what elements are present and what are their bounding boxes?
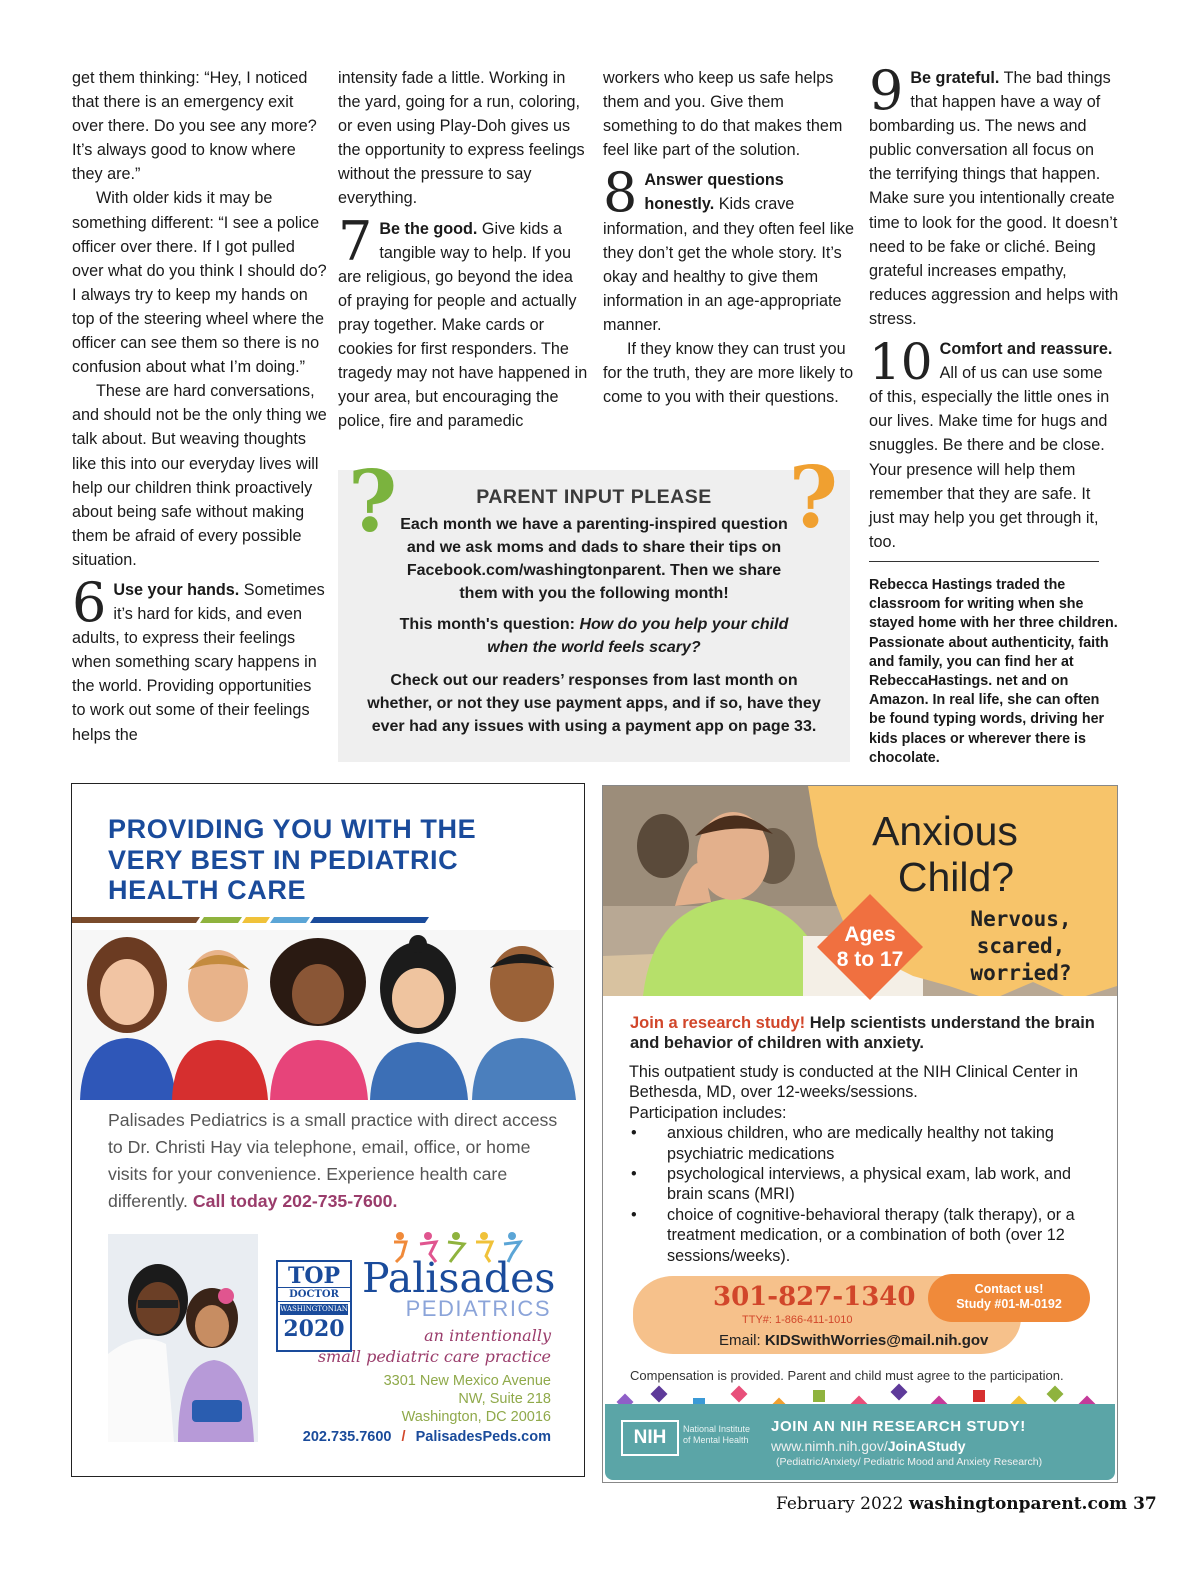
list-item: • choice of cognitive-behavioral therapy (talk therapy), or a treatment medication, or a combination of both (over 12 sessions/weeks). xyxy=(667,1205,1099,1266)
tip-body: Sometimes it’s hard for kids, and even adults, to express their feelings when something scary happens in the world. Providing opportunities to work out some of their feelings helps the xyxy=(72,580,325,744)
badge-magazine: WASHINGTONIAN xyxy=(280,1305,348,1313)
publication-site: washingtonparent.com xyxy=(908,1494,1128,1514)
paragraph: These are hard conversations, and should not be the only thing we talk about. But weaving thoughts like this into our everyday lives will help our children think proactively about being safe without making them be afraid of every possible situation. xyxy=(72,382,327,569)
study-intro: This outpatient study is conducted at the NIH Clinical Center in Bethesda, MD, over 12-weeks/sessions. xyxy=(629,1063,1078,1102)
page-footer xyxy=(776,1494,1157,1514)
list-item: • psychological interviews, a physical exam, lab work, and brain scans (MRI) xyxy=(667,1164,1099,1205)
subtitle-line: Nervous, scared, xyxy=(970,907,1072,958)
question-label: This month's question: xyxy=(399,616,580,633)
ages-text xyxy=(815,922,925,972)
divider xyxy=(869,561,1099,562)
doctor-child-photo xyxy=(108,1234,258,1442)
tip-9 xyxy=(869,59,1119,331)
tip-heading: Use your hands. xyxy=(113,580,240,599)
badge-top: TOP xyxy=(287,1263,341,1289)
study-phone[interactable]: 301-827-1340 xyxy=(713,1282,916,1312)
children-photo xyxy=(72,930,584,1100)
ages-badge xyxy=(815,892,925,1002)
ad-headline: PROVIDING YOU WITH THE VERY BEST IN PEDIATRIC HEALTH CARE xyxy=(108,814,477,905)
article-column-3 xyxy=(603,66,855,409)
parent-input-box xyxy=(338,448,850,762)
ad-subtitle xyxy=(925,906,1117,987)
phone-link[interactable]: 202.735.7600 xyxy=(302,1429,392,1445)
tagline-line: small pediatric care practice xyxy=(317,1347,551,1366)
question-mark-icon: ? xyxy=(348,452,398,551)
box-title: PARENT INPUT PLEASE xyxy=(476,486,712,508)
box-intro: Each month we have a parenting-inspired question and we ask moms and dads to share their tips on Facebook.com/washingtonparent. Then we share them with you the following month! xyxy=(400,516,788,602)
box-checkout: Check out our readers’ responses from last month on whether, or not they use payment apps, and if so, have they ever had any issues with using a payment app on page 33. xyxy=(367,672,821,735)
tip-number: 8 xyxy=(603,161,638,225)
nimh-name-line: of Mental Health xyxy=(683,1435,749,1445)
article-column-2 xyxy=(338,66,588,433)
tip-6 xyxy=(72,570,328,747)
article-column-1 xyxy=(72,66,328,747)
tip-number: 7 xyxy=(338,209,373,273)
tagline xyxy=(318,1325,551,1367)
participation-label: Participation includes: xyxy=(629,1103,787,1122)
website-link[interactable]: PalisadesPeds.com xyxy=(415,1429,551,1445)
tip-number: 9 xyxy=(869,59,904,122)
join-description: Help scientists understand the brain and behavior of children with anxiety. xyxy=(630,1014,1095,1052)
title-line: Anxious xyxy=(872,808,1018,854)
compensation-note: Compensation is provided. Parent and child must agree to the participation. xyxy=(630,1368,1064,1383)
paragraph: With older kids it may be something different: “I see a police officer over there. If I got pulled over what do you think I should do? I always try to keep my hands on top of the steering wheel where the officer can see them so there is no confusion about what I’m doing.” xyxy=(72,189,327,377)
nih-anxiety-study-ad[interactable] xyxy=(602,785,1118,1483)
participation-list xyxy=(629,1123,1099,1266)
url-text-bold: JoinAStudy xyxy=(887,1438,966,1454)
nih-logo: NIH xyxy=(621,1420,679,1456)
question-mark-icon: ? xyxy=(788,448,838,547)
email-label: Email: xyxy=(719,1332,765,1349)
tip-heading: Comfort and reassure. xyxy=(939,340,1113,359)
contact-us-badge xyxy=(928,1274,1090,1322)
ad-title xyxy=(870,808,1020,900)
ad-body xyxy=(108,1107,558,1215)
palisades-pediatrics-ad[interactable] xyxy=(71,783,585,1477)
color-stripes xyxy=(72,917,429,923)
nih-study-categories: (Pediatric/Anxiety/ Pediatric Mood and Anxiety Research) xyxy=(776,1456,1043,1468)
badge-year: 2020 xyxy=(283,1316,345,1342)
email-link[interactable]: KIDSwithWorries@mail.nih.gov xyxy=(764,1332,989,1349)
palisades-logo-sub: PEDIATRICS xyxy=(405,1296,551,1321)
call-link[interactable]: Call today 202-735-7600. xyxy=(192,1191,398,1211)
tip-8 xyxy=(603,161,855,337)
study-number: Study #01-M-0192 xyxy=(956,1297,1062,1311)
address xyxy=(384,1372,551,1426)
tty-number: TTY#: 1-866-411-1010 xyxy=(742,1314,853,1326)
nimh-name xyxy=(683,1424,750,1446)
url-text: www.nimh.nih.gov/ xyxy=(771,1438,888,1454)
tagline-line: an intentionally xyxy=(424,1326,551,1345)
list-item: • anxious children, who are medically healthy not taking psychiatric medications xyxy=(667,1123,1099,1164)
tip-7 xyxy=(338,209,588,434)
tip-heading: Be grateful. xyxy=(910,69,1000,87)
address-line: 3301 New Mexico Avenue xyxy=(383,1373,551,1389)
issue-date: February 2022 xyxy=(776,1494,909,1514)
tip-heading: Answer questions honestly. xyxy=(644,171,784,214)
question-text: How do you help your child when the world feels scary? xyxy=(487,616,789,656)
tip-body: The bad things that happen have a way of bombarding us. The news and public conversation all focus on the terrifying things that happen. Make sure you intentionally create time to look for the good. It doesn’t need to be fake or cliché. Being grateful increases empathy, reduces aggression and helps with stress. xyxy=(869,69,1119,328)
page-number: 37 xyxy=(1127,1494,1157,1514)
title-line: Child? xyxy=(897,854,1015,900)
ages-line: Ages xyxy=(844,923,896,946)
palisades-logo-name: Palisades xyxy=(362,1254,556,1302)
tip-number: 10 xyxy=(869,333,933,392)
tip-heading: Be the good. xyxy=(379,219,478,238)
separator: / xyxy=(401,1429,406,1445)
join-heading xyxy=(630,1013,1100,1053)
address-line: Washington, DC 20016 xyxy=(401,1409,551,1425)
nimh-name-line: National Institute xyxy=(683,1424,751,1434)
author-bio: Rebecca Hastings traded the classroom for writing when she stayed home with her three children. Passionate about authenticity, faith and family, you can find her at RebeccaHastings. net and on Amazon. In real life, she can often be found typing words, driving her kids places or wherever there is chocolate. xyxy=(869,577,1118,766)
nih-url-link[interactable] xyxy=(771,1438,966,1454)
join-study-callout: Join a research study! xyxy=(630,1014,806,1032)
badge-doctor: DOCTOR xyxy=(278,1287,350,1302)
box-question xyxy=(386,613,802,659)
study-email xyxy=(719,1332,988,1349)
subtitle-line: worried? xyxy=(970,961,1072,985)
tip-body: Give kids a tangible way to help. If you are religious, go beyond the idea of praying for people and actually pray together. Make cards or cookies for first responders. The tragedy may not have happened in your area, but encouraging the police, fire and paramedic xyxy=(338,219,588,431)
paragraph: get them thinking: “Hey, I noticed that there is an emergency exit over there. Do you see any more? It’s always good to know where they are.” xyxy=(72,69,317,184)
tip-10 xyxy=(869,333,1119,554)
tip-number: 6 xyxy=(72,570,107,634)
contact-line xyxy=(303,1429,551,1445)
ages-line: 8 to 17 xyxy=(836,948,904,971)
paragraph: If they know they can trust you for the truth, they are more likely to come to you with their questions. xyxy=(603,340,854,407)
article-column-4 xyxy=(869,59,1119,554)
nih-join-heading: JOIN AN NIH RESEARCH STUDY! xyxy=(771,1418,1026,1435)
ad-body-text: Palisades Pediatrics is a small practice with direct access to Dr. Christi Hay via telephone, email, office, or home visits for your convenience. Experience health care differently. xyxy=(108,1110,558,1211)
tip-body: All of us can use some of this, especially the little ones in our lives. Make time for hugs and snuggles. Be there and be close. Your presence will help them remember that they are safe. It just may help you get through it, too. xyxy=(869,364,1110,551)
paragraph: workers who keep us safe helps them and you. Give them something to do that makes them feel like part of the solution. xyxy=(603,69,843,160)
contact-line: Contact us! xyxy=(974,1282,1044,1296)
address-line: NW, Suite 218 xyxy=(458,1391,551,1407)
paragraph: intensity fade a little. Working in the yard, going for a run, coloring, or even using Play-Doh gives us the opportunity to express feelings without the pressure to say everything. xyxy=(338,69,585,208)
study-description xyxy=(629,1062,1099,1266)
tip-body: Kids crave information, and they often feel like they don’t get the whole story. It’s okay and healthy to give them information in an age-appropriate manner. xyxy=(603,195,855,334)
